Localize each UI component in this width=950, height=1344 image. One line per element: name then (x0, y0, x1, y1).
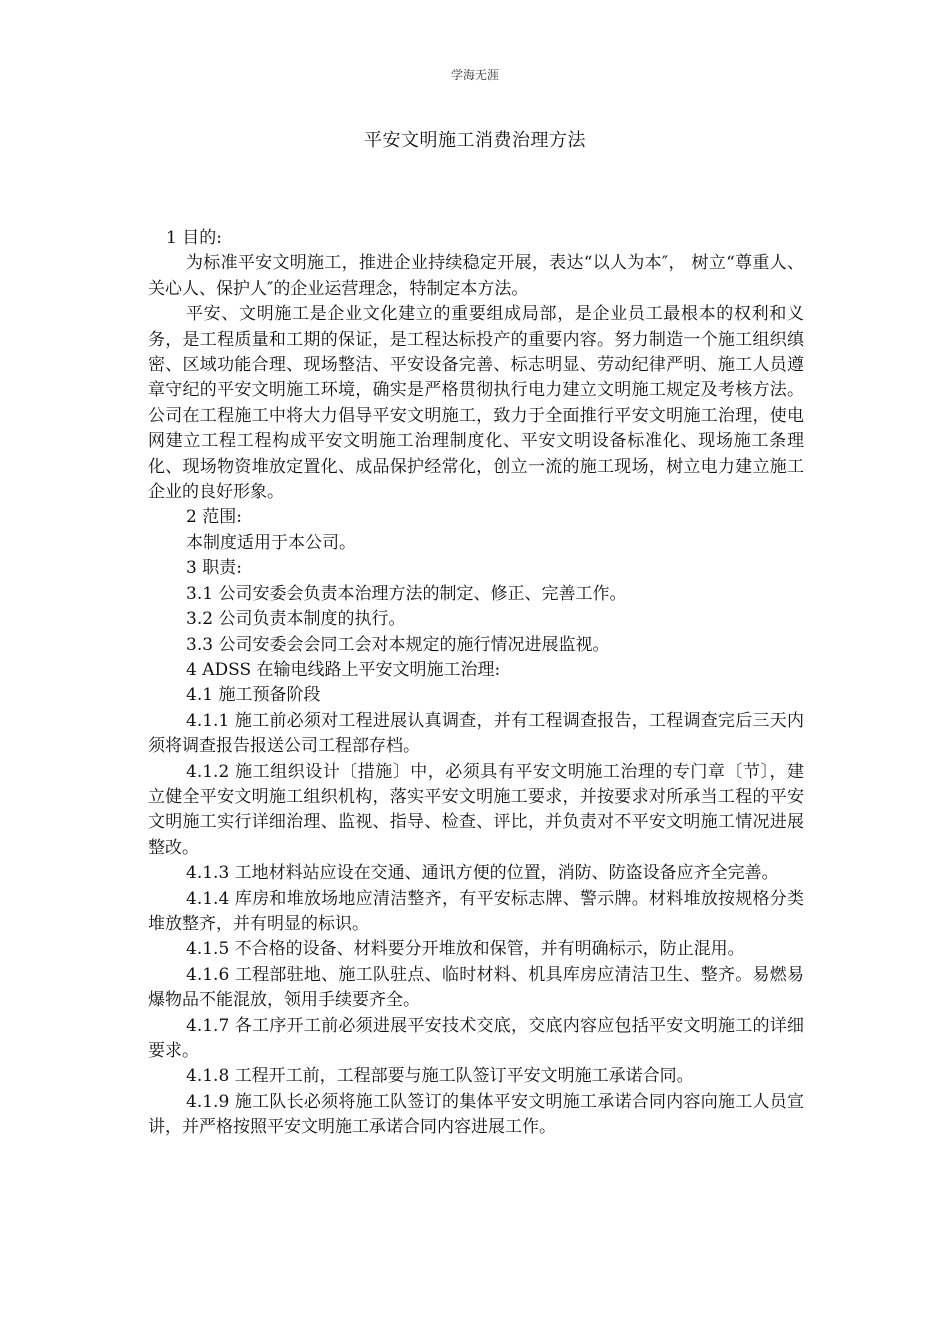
paragraph: 4.1.6 工程部驻地、施工队驻点、临时材料、机具库房应清洁卫生、整齐。易燃易爆物品不能混放，领用手续要齐全。 (148, 964, 804, 1011)
paragraph: 3.1 公司安委会负责本治理方法的制定、修正、完善工作。 (186, 583, 627, 604)
paragraph: 3.2 公司负责本制度的执行。 (186, 609, 406, 630)
paragraph: 4.1.9 施工队长必须将施工队签订的集体平安文明施工承诺合同内容向施工人员宣讲，并严格按照平安文明施工承诺合同内容进展工作。 (148, 1091, 804, 1138)
subsection-heading: 4.1 施工预备阶段 (186, 685, 321, 706)
paragraph: 为标准平安文明施工，推进企业持续稳定开展，表达“以人为本″， 树立“尊重人、关心人、保护人″的企业运营理念，特制定本方法。 (148, 253, 804, 299)
paragraph: 4.1.2 施工组织设计〔措施〕中，必须具有平安文明施工治理的专门章〔节〕，建立健全平安文明施工组织机构，落实平安文明施工要求，并按要求对所承当工程的平安文明施工实行详细治理、监视、指导、检查、评比，并负责对不平安文明施工情况进展整改。 (148, 761, 804, 858)
section-heading-duties: 3 职责: (186, 558, 242, 579)
section-heading-management: 4 ADSS 在输电线路上平安文明施工治理: (186, 659, 501, 680)
paragraph: 4.1.8 工程开工前，工程部要与施工队签订平安文明施工承诺合同。 (186, 1066, 694, 1087)
paragraph: 4.1.1 施工前必须对工程进展认真调查，并有工程调查报告，工程调查完后三天内须将调查报告报送公司工程部存档。 (148, 710, 804, 757)
paragraph: 4.1.7 各工序开工前必须进展平安技术交底，交底内容应包括平安文明施工的详细要求。 (148, 1015, 804, 1061)
paragraph: 本制度适用于本公司。 (186, 532, 356, 553)
paragraph: 3.3 公司安委会会同工会对本规定的施行情况进展监视。 (186, 634, 610, 655)
section-heading-purpose: 1 目的: (166, 228, 222, 248)
page-header: 学海无涯 (450, 68, 499, 82)
document-body (148, 226, 804, 1141)
paragraph: 4.1.4 库房和堆放场地应清洁整齐，有平安标志牌、警示牌。材料堆放按规格分类堆放整齐，并有明显的标识。 (148, 888, 804, 934)
document-title: 平安文明施工消费治理方法 (364, 130, 586, 151)
paragraph: 平安、文明施工是企业文化建立的重要组成局部，是企业员工最根本的权利和义务，是工程质量和工期的保证，是工程达标投产的重要内容。努力制造一个施工组织缜密、区域功能合理、现场整洁、平安设备完善、标志明显、劳动纪律严明、施工人员遵章守纪的平安文明施工环境，确实是严格贯彻执行电力建立文明施工规定及考核方法。公司在工程施工中将大力倡导平安文明施工，致力于全面推行平安文明施工治理，使电网建立工程工程构成平安文明施工治理制度化、平安文明设备标准化、现场施工条理化、现场物资堆放定置化、成品保护经常化，创立一流的施工现场，树立电力建立施工企业的良好形象。 (148, 304, 804, 503)
paragraph: 4.1.5 不合格的设备、材料要分开堆放和保管，并有明确标示，防止混用。 (186, 939, 745, 960)
section-heading-scope: 2 范围: (186, 507, 242, 528)
paragraph: 4.1.3 工地材料站应设在交通、通讯方便的位置，消防、防盗设备应齐全完善。 (186, 863, 779, 884)
